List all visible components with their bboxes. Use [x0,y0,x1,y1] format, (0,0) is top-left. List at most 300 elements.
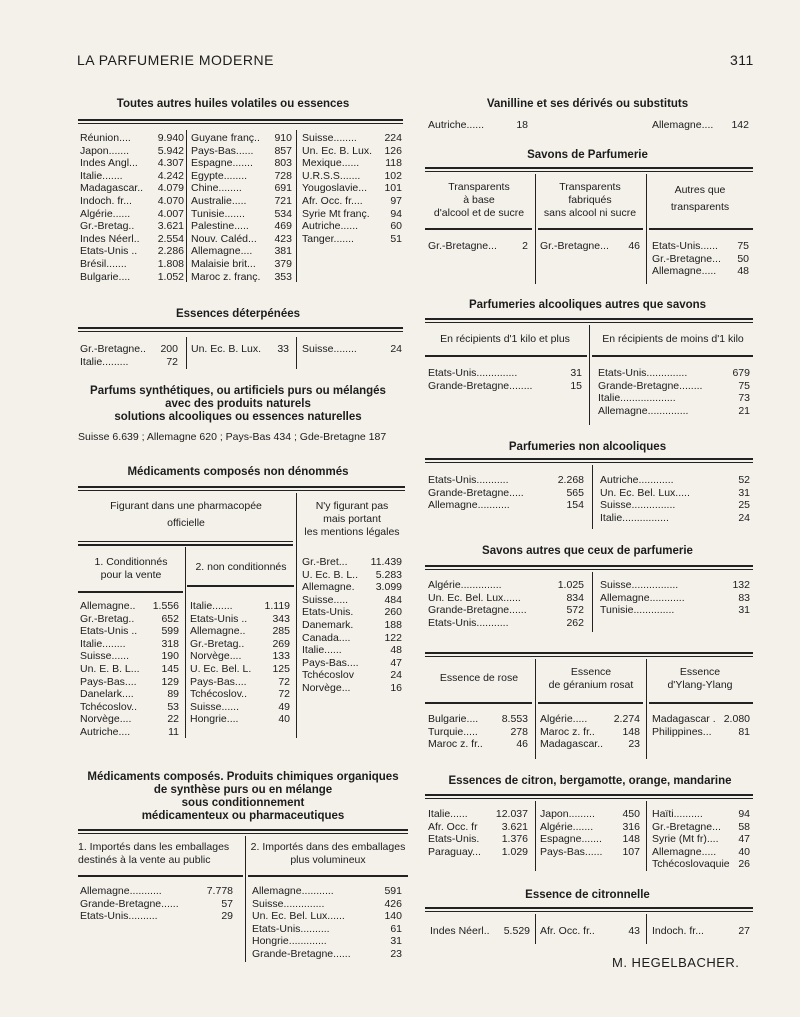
value: 75 [737,240,749,252]
table-row [302,157,402,170]
table-column [652,808,750,871]
table-row [598,405,750,418]
country-label: Haïti.......... [652,808,703,820]
divider [78,490,405,491]
divider [425,569,753,570]
section-title-deterpenees: Essences déterpénées [175,308,301,320]
country-label: Algérie...... [80,207,131,220]
section-title-vanilline: Vanilline et ses dérivés ou substituts [486,98,689,110]
value: 278 [510,725,528,738]
table-row [428,808,528,821]
country-label: Grande-Bretagne...... [428,604,527,617]
value: 51 [390,232,402,245]
header-transparents-sans-alcool [536,181,644,220]
section-title-composes-line2: de synthèse purs ou en mélange [153,784,333,796]
country-label: Indes Angl... [80,157,138,170]
table-row [80,625,179,638]
value: 97 [390,194,402,207]
header-line: 1. Conditionnés [94,556,168,568]
table-row [191,258,292,271]
country-label: Gr.-Bret... [302,556,348,568]
country-label: Tchécoslov.. [80,700,137,713]
value: 379 [274,257,292,270]
table-row [302,343,402,356]
country-label: Un. Ec. Bel. Lux..... [600,486,690,499]
header-line: Transparents [448,181,510,193]
value: 728 [274,169,292,182]
value: 73 [738,392,750,405]
country-label: Afr. Occ. fr.. [540,925,595,937]
table-column [428,713,528,751]
value: 572 [566,604,584,617]
table-row [191,233,292,246]
table-row [600,474,750,487]
country-label: Hongrie.... [190,713,239,726]
section-title-medicaments: Médicaments composés non dénommés [127,466,349,478]
table-row [190,600,290,613]
table-row [80,208,184,221]
country-label: Guyane franç.. [191,132,260,144]
table-column [430,925,530,938]
value: 1.052 [157,270,184,283]
country-label: Allemagne........... [428,499,510,512]
country-label: Etats-Unis .. [80,625,138,638]
table-row [80,233,184,246]
table-row [80,713,179,726]
author-signature: M. HEGELBACHER. [612,955,740,970]
column-separator [646,801,647,871]
divider [78,327,403,329]
table-row [190,638,290,651]
value: 4.242 [157,169,184,182]
table-row [540,808,640,821]
table-row [191,182,292,195]
table-row [428,833,528,846]
table-row [600,579,750,592]
header-line: 1. Importés dans les emballages [78,841,230,853]
value: 75 [738,379,750,392]
value: 2.080 [723,713,750,725]
value: 224 [384,132,402,144]
table-row [302,619,402,632]
table-column [428,367,582,392]
table-row [302,220,402,233]
table-column [540,240,640,253]
country-label: Tunisie....... [191,207,245,220]
table-row [652,846,750,859]
value: 148 [622,833,640,846]
table-column [540,925,640,938]
value: 29 [221,910,233,923]
country-label: Italie........ [80,637,126,650]
section-title-citron: Essences de citron, bergamotte, orange, mandarine [448,775,732,787]
table-row [428,474,584,487]
value: 118 [385,157,402,170]
table-row [302,145,402,158]
value: 46 [628,240,640,252]
table-row [190,701,290,714]
country-label: Suisse........ [302,132,357,144]
table-row [80,343,178,356]
value: 126 [384,144,402,157]
country-label: Autriche............ [600,474,674,486]
country-label: Autriche...... [302,220,359,233]
table-column [652,713,750,738]
value: 4.307 [157,157,184,170]
section-title-composes-line3: sous conditionnement [181,797,305,809]
country-label: Chine........ [191,182,242,195]
header-non-pharmacopee [298,500,406,539]
table-row [302,556,402,569]
header-line: d'Ylang-Ylang [667,679,733,691]
country-label: Hongrie............. [252,935,327,948]
value: 46 [516,738,528,751]
table-row [302,233,402,246]
table-row [302,569,402,582]
table-row [600,512,750,525]
table-row [540,925,640,938]
header-line: pour la vente [100,569,162,581]
header-line: Essence [679,666,721,678]
table-row [190,650,290,663]
country-label: Mexique...... [302,157,360,170]
value: 72 [166,355,178,368]
country-label: Bulgarie.... [80,270,131,283]
value: 89 [167,688,179,701]
header-line: Autres que [674,184,726,196]
column-separator [646,914,647,944]
column-separator [185,547,186,738]
divider [425,652,753,654]
divider [425,171,753,172]
divider [425,911,753,912]
value: 148 [622,725,640,738]
table-row [652,726,750,739]
section-title-composes: Médicaments composés. Produits chimiques organiques [87,771,399,783]
value: 31 [570,367,582,379]
value: 24 [390,669,402,682]
value: 5.283 [375,568,402,581]
value: 381 [274,245,292,258]
table-row [80,650,179,663]
country-label: Gr.-Bretagne... [652,252,721,265]
country-label: Etats-Unis.......... [252,922,330,935]
value: 565 [566,486,584,499]
header-line: transparents [670,201,730,213]
country-label: Suisse........ [302,343,357,355]
country-label: Etats-Unis .. [80,245,138,258]
table-row [80,271,184,284]
value: 269 [272,637,290,650]
table-column [428,240,528,253]
table-row [600,487,750,500]
value: 910 [274,132,292,144]
country-label: Italie....... [190,600,233,612]
value: 3.621 [157,220,184,233]
table-row [80,182,184,195]
value: 200 [160,343,178,355]
table-row [428,380,582,393]
header-conditionnes [80,556,182,582]
value: 83 [738,591,750,604]
value: 4.007 [157,207,184,220]
table-row [190,625,290,638]
value: 125 [272,662,290,675]
value: 260 [384,606,402,619]
country-label: Japon......... [540,808,595,820]
country-label: Pays-Bas.... [190,675,247,688]
country-label: Grande-Bretagne...... [80,897,179,910]
table-row [80,132,184,145]
country-label: Pays-Bas.... [302,656,359,669]
header-line: officielle [167,517,205,529]
value: 16 [390,681,402,694]
country-label: Gr.-Bretagne.. [80,343,146,355]
header-line: plus volumineux [290,854,366,866]
value: 3.099 [375,581,402,594]
header-importes-volumineux [248,841,408,867]
value: 4.070 [157,194,184,207]
country-label: Afr. Occ. fr [428,820,478,833]
table-row [540,738,640,751]
country-label: Allemagne.... [652,119,714,131]
country-label: Syrie (Mt fr).... [652,833,719,846]
country-label: Indoch. fr... [652,925,704,937]
divider [425,794,753,796]
country-label: Syrie Mt franç. [302,207,370,220]
table-row [252,885,402,898]
value: 72 [278,688,290,701]
divider [425,462,753,463]
table-row [652,808,750,821]
header-line: sans alcool ni sucre [543,207,637,219]
value: 721 [274,194,292,207]
country-label: Algérie....... [540,820,594,833]
country-label: Italie...... [302,644,342,657]
country-label: Pays-Bas...... [540,845,603,858]
divider [78,486,405,488]
country-label: Indoch. fr... [80,194,132,207]
country-label: Norvège... [302,681,351,694]
value: 26 [738,858,750,871]
value: 679 [732,367,750,379]
table-row [252,923,402,936]
divider [425,318,753,320]
table-row [428,592,584,605]
header-autres-transparents [648,184,752,214]
header-line: N'y figurant pas [315,500,389,512]
country-label: Afr. Occ. fr.... [302,194,363,207]
value: 318 [161,637,179,650]
value: 353 [274,270,292,283]
country-label: Philippines... [652,725,712,738]
header-recipients-moins: En récipients de moins d'1 kilo [602,333,744,345]
synthetiques-text: Suisse 6.639 ; Allemagne 620 ; Pays-Bas 434 ; Gde-Bretagne 187 [78,431,387,443]
country-label: Italie....... [80,169,123,182]
country-label: Tchécoslov [302,669,354,682]
table-row [302,132,402,145]
country-label: Italie...... [428,808,468,820]
table-column [540,808,640,858]
country-label: Grande-Bretagne........ [428,379,533,392]
table-row [428,119,528,132]
table-row [80,613,179,626]
country-label: Allemagne........... [252,885,334,897]
country-label: Suisse................ [600,579,679,591]
country-label: Allemagne.... [191,245,253,258]
value: 50 [737,252,749,265]
country-label: Nouv. Caléd... [191,232,257,245]
table-row [190,663,290,676]
header-importes-public [78,841,238,867]
country-label: U.R.S.S....... [302,169,361,182]
table-row [190,676,290,689]
table-row [80,258,184,271]
table-row [302,170,402,183]
country-label: Autriche...... [428,119,485,131]
table-column [80,885,233,923]
table-row [190,713,290,726]
country-label: Allemagne.............. [598,404,689,417]
country-label: Bulgarie.... [428,713,479,725]
table-row [191,208,292,221]
table-column [600,579,750,617]
country-label: Espagne....... [191,157,253,170]
country-label: Gr.-Bretag.. [80,612,135,625]
value: 450 [622,808,640,820]
table-row [252,898,402,911]
header-recipients-plus: En récipients d'1 kilo et plus [440,333,570,345]
column-separator [646,174,647,284]
country-label: Pays-Bas...... [191,144,254,157]
country-label: Danelark.... [80,688,134,701]
value: 58 [738,820,750,833]
country-label: Allemagne. [302,581,355,594]
country-label: Etats-Unis........... [428,474,509,486]
value: 469 [274,220,292,233]
value: 25 [738,499,750,512]
table-row [428,487,584,500]
divider [78,833,408,834]
divider [425,565,753,567]
table-row [652,821,750,834]
table-row [302,195,402,208]
table-row [600,592,750,605]
value: 591 [384,885,402,897]
table-column [600,474,750,524]
table-row [302,644,402,657]
country-label: Algérie.............. [428,579,502,591]
country-label: Maroc z. fr.. [428,738,483,751]
header-line: Transparents [559,181,621,193]
section-title-composes-line4: médicamenteux ou pharmaceutiques [141,810,345,822]
value: 1.029 [501,845,528,858]
value: 2.268 [557,474,584,486]
table-column [302,556,402,695]
table-column [190,600,290,726]
country-label: Suisse...... [80,650,130,663]
value: 11 [168,725,179,738]
value: 24 [390,343,402,355]
value: 48 [390,644,402,657]
country-label: Etats-Unis. [302,606,354,619]
country-label: Allemagne............ [600,591,685,604]
country-label: Australie..... [191,194,247,207]
country-label: Autriche.... [80,725,131,738]
header-line: fabriqués [568,194,612,206]
table-row [428,738,528,751]
country-label: Palestine..... [191,220,249,233]
country-label: Gr.-Bretagne... [540,240,609,252]
column-separator [296,493,297,738]
value: 129 [161,675,179,688]
value: 11.439 [370,556,402,568]
table-row [540,726,640,739]
country-label: Réunion.... [80,132,131,144]
value: 31 [738,604,750,617]
value: 60 [390,220,402,233]
divider [78,123,403,124]
country-label: Un. Ec. Bel. Lux...... [428,591,521,604]
value: 12.037 [495,808,528,820]
country-label: Tchécoslovaquie [652,858,730,871]
divider [538,702,643,704]
table-row [302,632,402,645]
value: 43 [628,925,640,937]
table-column [652,240,749,278]
country-label: Paraguay... [428,845,481,858]
divider [187,585,294,587]
divider [538,228,643,230]
header-line: les mentions légales [304,526,400,538]
table-row [652,253,749,266]
value: 40 [738,845,750,858]
country-label: Etats-Unis. [428,833,480,846]
table-row [428,579,584,592]
table-row [652,858,750,871]
value: 7.778 [206,885,233,897]
table-row [428,617,584,630]
table-row [302,606,402,619]
value: 81 [738,725,750,738]
country-label: Canada.... [302,631,351,644]
value: 122 [384,631,402,644]
country-label: Norvège.... [190,650,242,663]
value: 5.942 [157,144,184,157]
divider [425,702,532,704]
country-label: Espagne....... [540,833,602,846]
country-label: Indes Néerl.. [430,925,490,937]
table-row [540,821,640,834]
country-label: Etats-Unis...... [652,240,718,252]
divider [78,829,408,831]
running-header: LA PARFUMERIE MODERNE [77,52,274,68]
value: 8.553 [501,713,528,725]
value: 94 [390,207,402,220]
value: 48 [737,265,749,278]
country-label: Allemagne.. [80,600,136,612]
table-row [428,499,584,512]
column-separator [296,130,297,282]
table-row [598,380,750,393]
table-row [428,713,528,726]
table-row [80,356,178,369]
column-separator [296,337,297,369]
value: 5.529 [503,925,530,937]
value: 262 [566,616,584,629]
section-title-savons-parfumerie: Savons de Parfumerie [527,149,648,161]
country-label: Malaisie brit... [191,257,256,270]
